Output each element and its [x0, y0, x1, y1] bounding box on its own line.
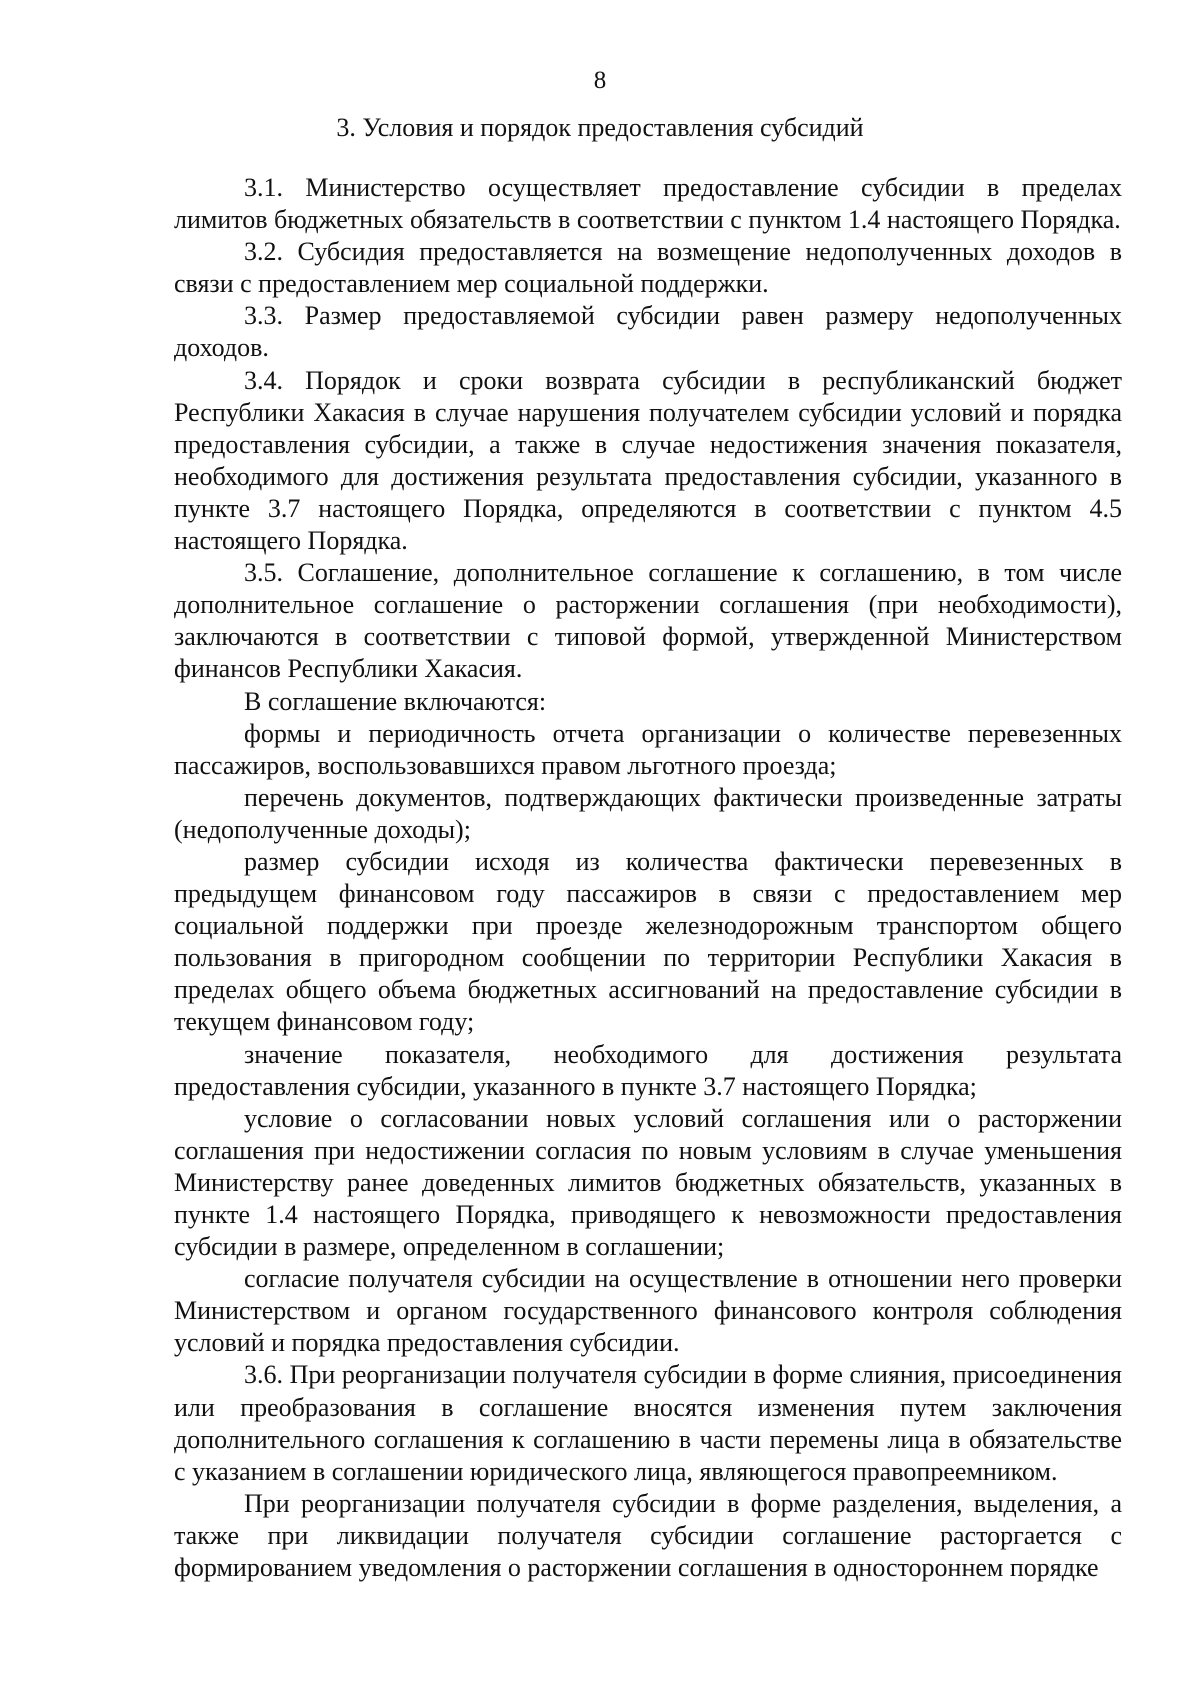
paragraph-3-6: 3.6. При реорганизации получателя субсидии в форме слияния, присоединения или преобразования в соглашение вносятся изменения путем заключения дополнительного соглашения к соглашению в части перемены лица в обязательстве с указанием в соглашении юридического лица, являющегося правопреемником.	[174, 1360, 1122, 1486]
page-number: 8	[593, 67, 607, 94]
paragraph-new-conditions: условие о согласовании новых условий соглашения или о расторжении соглашения при недостижении согласия по новым условиям в случае уменьшения Министерству ранее доведенных лимитов бюджетных обязательств, указанных в пункте 1.4 настоящего Порядка, приводящего к невозможности предоставления субсидии в размере, определенном в соглашении;	[174, 1103, 1122, 1262]
paragraph-documents-list: перечень документов, подтверждающих фактически произведенные затраты (недополученные доходы);	[174, 782, 1122, 844]
paragraph-3-5: 3.5. Соглашение, дополнительное соглашение к соглашению, в том числе дополнительное соглашение о расторжении соглашения (при необходимости), заключаются в соответствии с типовой формой, утвержденной Министерством финансов Республики Хакасия.	[174, 558, 1122, 684]
paragraph-agreement-intro: В соглашение включаются:	[244, 686, 547, 716]
paragraph-report-forms: формы и периодичность отчета организации о количестве перевезенных пассажиров, воспользовавшихся правом льготного проезда;	[174, 718, 1122, 780]
paragraph-subsidy-size: размер субсидии исходя из количества фактически перевезенных в предыдущем финансовом году пассажиров в связи с предоставлением мер социальной поддержки при проезде железнодорожным транспортом общего пользования в пригородном сообщении по территории Республики Хакасия в пределах общего объема бюджетных ассигнований на предоставление субсидии в текущем финансовом году;	[174, 846, 1122, 1037]
paragraph-3-2: 3.2. Субсидия предоставляется на возмещение недополученных доходов в связи с предоставлением мер социальной поддержки.	[174, 237, 1122, 299]
document-body	[174, 172, 1122, 1584]
section-title: 3. Условия и порядок предоставления субсидий	[336, 113, 864, 142]
paragraph-indicator-value: значение показателя, необходимого для достижения результата предоставления субсидии, указанного в пункте 3.7 настоящего Порядка;	[174, 1039, 1122, 1101]
paragraph-3-4: 3.4. Порядок и сроки возврата субсидии в республиканский бюджет Республики Хакасия в случае нарушения получателем субсидии условий и порядка предоставления субсидии, а также в случае недостижения значения показателя, необходимого для достижения результата предоставления субсидии, указанного в пункте 3.7 настоящего Порядка, определяются в соответствии с пунктом 4.5 настоящего Порядка.	[174, 365, 1122, 556]
paragraph-audit-consent: согласие получателя субсидии на осуществление в отношении него проверки Министерством и органом государственного финансового контроля соблюдения условий и порядка предоставления субсидии.	[174, 1264, 1122, 1358]
paragraph-3-1: 3.1. Министерство осуществляет предоставление субсидии в пределах лимитов бюджетных обязательств в соответствии с пунктом 1.4 настоящего Порядка.	[174, 173, 1122, 235]
paragraph-3-3: 3.3. Размер предоставляемой субсидии равен размеру недополученных доходов.	[174, 301, 1122, 363]
paragraph-reorganization: При реорганизации получателя субсидии в форме разделения, выделения, а также при ликвидации получателя субсидии соглашение расторгается с формированием уведомления о расторжении соглашения в одностороннем порядке	[174, 1488, 1122, 1583]
